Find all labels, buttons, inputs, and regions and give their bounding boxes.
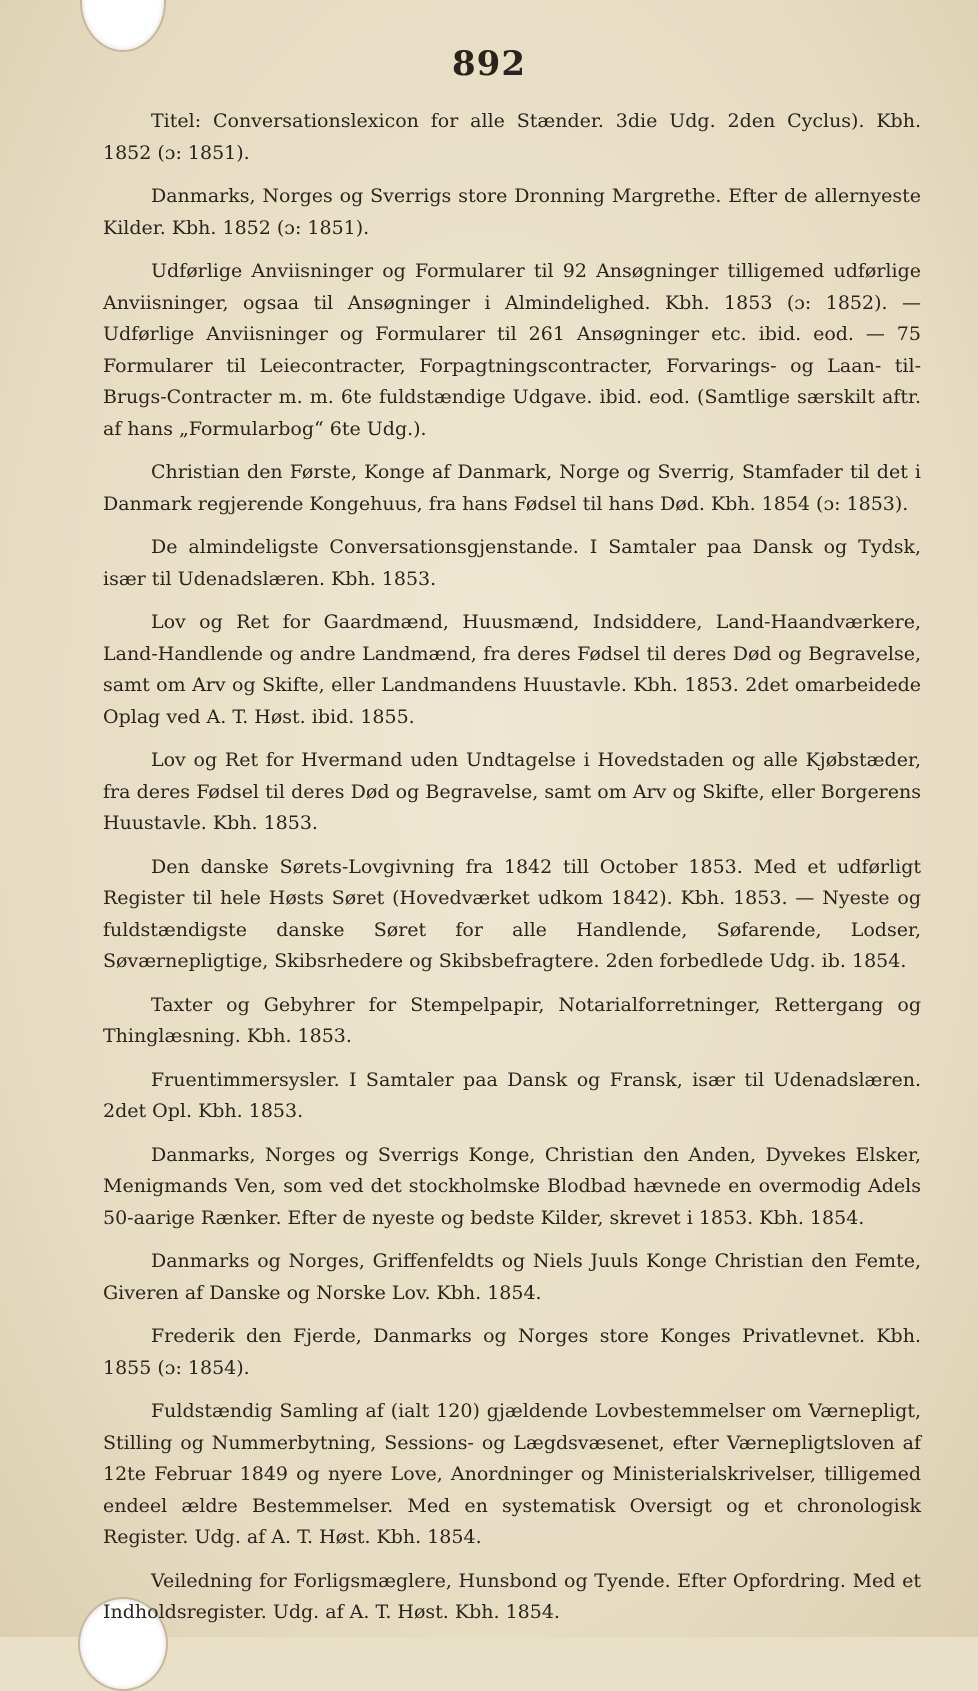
bibliography-entry: Udførlige Anviisninger og Formularer til 92 Ansøgninger tilligemed udførlige Anviisninger, ogsaa til Ansøgninger i Almindelighed. Kbh. 1853 (ɔ: 1852). — Udførlige Anviisninger og Formularer til 261 Ansøgninger etc. ibid. eod. — 75 Formularer til Leiecontracter, Forpagtningscontracter, Forvarings- og Laan- til- Brugs-Contracter m. m. 6te fuldstændige Udgave. ibid. eod. (Samtlige særskilt aftr. af hans „Formularbog“ 6te Udg.). [103, 260, 921, 440]
bibliography-entry: Danmarks, Norges og Sverrigs Konge, Christian den Anden, Dyvekes Elsker, Menigmands Ven, som ved det stockholmske Blodbad hævnede en overmodig Adels 50-aarige Rænker. Efter de nyeste og bedste Kilder, skrevet i 1853. Kbh. 1854. [103, 1143, 921, 1229]
bibliography-entry: Den danske Sørets-Lovgivning fra 1842 till October 1853. Med et udførligt Register til hele Høsts Søret (Hovedværket udkom 1842). Kbh. 1853. — Nyeste og fuldstændigste danske Søret for alle Handlende, Søfarende, Lodser, Søværnepligtige, Skibsrhedere og Skibsbefragtere. 2den forbedlede Udg. ib. 1854. [103, 855, 921, 972]
bibliography-entry: Titel: Conversationslexicon for alle Stænder. 3die Udg. 2den Cyclus). Kbh. 1852 (ɔ: 1851). [103, 110, 921, 164]
bibliography-entry: Lov og Ret for Hvermand uden Undtagelse i Hovedstaden og alle Kjøbstæder, fra deres Fødsel til deres Død og Begravelse, samt om Arv og Skifte, eller Borgerens Huustavle. Kbh. 1853. [103, 749, 921, 834]
bibliography-entry: Veiledning for Forligsmæglere, Hunsbond og Tyende. Efter Opfordring. Med et Indholdsregister. Udg. af A. T. Høst. Kbh. 1854. [103, 1569, 921, 1623]
bibliography-entry: De almindeligste Conversationsgjenstande. I Samtaler paa Dansk og Tydsk, især til Udenadslæren. Kbh. 1853. [103, 536, 921, 590]
bibliography-entry: Christian den Første, Konge af Danmark, Norge og Sverrig, Stamfader til det i Danmark regjerende Kongehuus, fra hans Fødsel til hans Død. Kbh. 1854 (ɔ: 1853). [103, 461, 921, 515]
page-number: 892 [452, 44, 526, 84]
bibliography-entry: Danmarks, Norges og Sverrigs store Dronning Margrethe. Efter de allernyeste Kilder. Kbh. 1852 (ɔ: 1851). [103, 185, 921, 239]
bibliography-entry: Danmarks og Norges, Griffenfeldts og Niels Juuls Konge Christian den Femte, Giveren af Danske og Norske Lov. Kbh. 1854. [103, 1250, 921, 1304]
bibliography-entry: Lov og Ret for Gaardmænd, Huusmænd, Indsiddere, Land-Haandværkere, Land-Handlende og andre Landmænd, fra deres Fødsel til deres Død og Begravelse, samt om Arv og Skifte, eller Landmandens Huustavle. Kbh. 1853. 2det omarbeidede Oplag ved A. T. Høst. ibid. 1855. [103, 611, 921, 728]
bibliography-entry: Fruentimmersysler. I Samtaler paa Dansk og Fransk, især til Udenadslæren. 2det Opl. Kbh. 1853. [103, 1068, 921, 1122]
bibliography-entries [103, 106, 921, 1641]
bibliography-entry: Frederik den Fjerde, Danmarks og Norges store Konges Privatlevnet. Kbh. 1855 (ɔ: 1854). [103, 1325, 921, 1379]
bibliography-entry: Taxter og Gebyhrer for Stempelpapir, Notarialforretninger, Rettergang og Thinglæsning. Kbh. 1853. [103, 993, 921, 1047]
bibliography-entry: Fuldstændig Samling af (ialt 120) gjældende Lovbestemmelser om Værnepligt, Stilling og Nummerbytning, Sessions- og Lægdsvæsenet, efter Værnepligtsloven af 12te Februar 1849 og nyere Love, Anordninger og Ministerialskrivelser, tilligemed endeel ældre Bestemmelser. Med en systematisk Oversigt og et chronologisk Register. Udg. af A. T. Høst. Kbh. 1854. [103, 1400, 921, 1548]
